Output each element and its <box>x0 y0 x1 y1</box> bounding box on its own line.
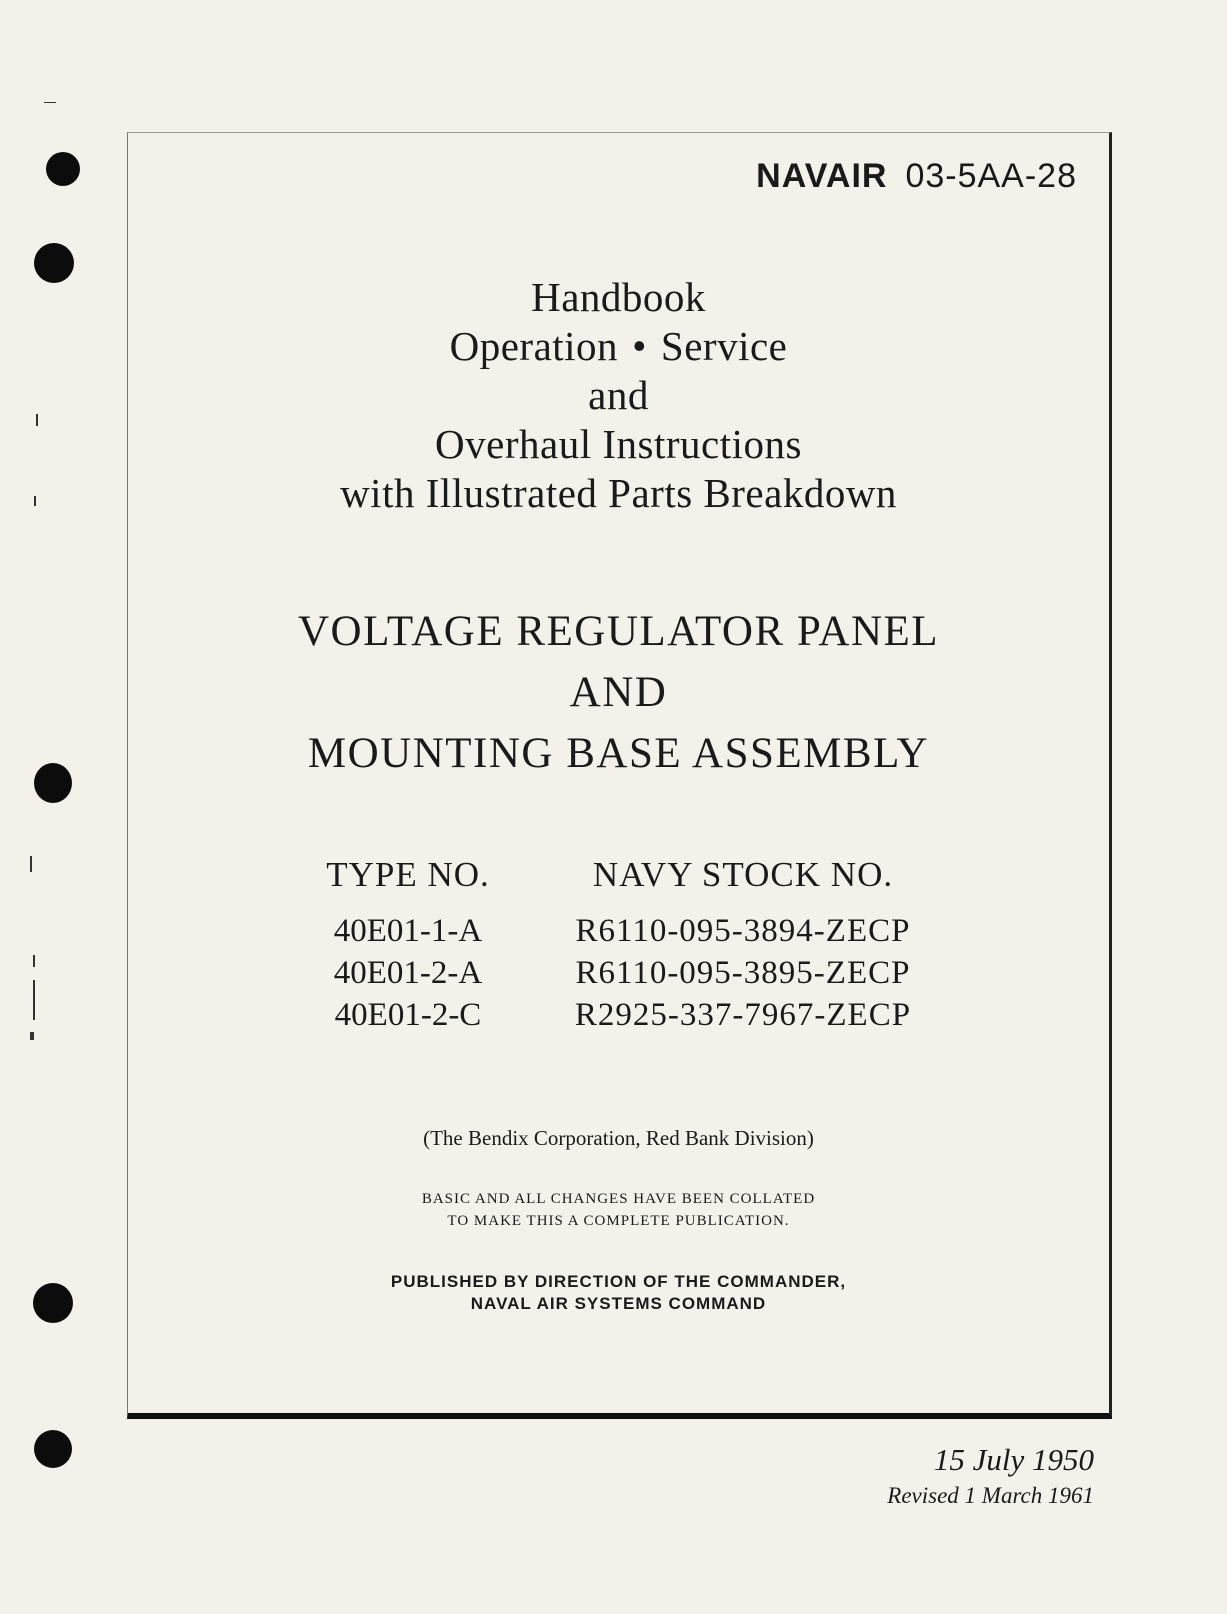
parts-table-header <box>128 855 1109 913</box>
publication-code: 03-5AA-28 <box>905 157 1077 195</box>
scan-speck <box>30 856 32 872</box>
type-number-cell: 40E01-2-C <box>334 997 482 1033</box>
collated-line: TO MAKE THIS A COMPLETE PUBLICATION. <box>447 1213 790 1229</box>
title-line: VOLTAGE REGULATOR PANEL <box>297 608 940 655</box>
publication-series: NAVAIR <box>756 157 888 195</box>
service-label: Service <box>660 323 788 369</box>
stock-number-header: NAVY STOCK NO. <box>592 855 894 894</box>
collated-notice <box>128 1188 1109 1232</box>
collated-line: BASIC AND ALL CHANGES HAVE BEEN COLLATED <box>421 1191 816 1207</box>
scan-speck <box>30 1032 34 1040</box>
title-line: AND <box>569 669 668 716</box>
punch-hole <box>33 1283 73 1323</box>
scan-speck <box>44 102 56 103</box>
publisher-line: PUBLISHED BY DIRECTION OF THE COMMANDER, <box>390 1272 847 1291</box>
manufacturer-note: (The Bendix Corporation, Red Bank Division) <box>423 1126 814 1150</box>
stock-number-cell: R6110-095-3895-ZECP <box>575 955 911 991</box>
type-number-cell: 40E01-1-A <box>333 913 483 949</box>
title-line: MOUNTING BASE ASSEMBLY <box>307 730 930 777</box>
publisher-statement <box>128 1271 1109 1315</box>
table-row <box>128 955 1109 997</box>
parts-table <box>128 855 1109 1039</box>
bullet-separator: • <box>632 323 647 369</box>
original-date: 15 July 1950 <box>933 1442 1094 1477</box>
handbook-line-operation-service <box>128 322 1109 371</box>
document-title <box>128 601 1109 784</box>
table-row <box>128 913 1109 955</box>
stock-number-cell: R6110-095-3894-ZECP <box>575 913 911 949</box>
handbook-line: Handbook <box>531 274 706 320</box>
cover-frame <box>127 132 1112 1419</box>
handbook-line: with Illustrated Parts Breakdown <box>340 470 897 516</box>
scan-speck <box>33 980 35 1020</box>
handbook-description <box>128 273 1109 518</box>
punch-hole <box>46 152 80 186</box>
punch-hole <box>34 763 72 803</box>
scan-speck <box>34 496 36 506</box>
publication-number <box>756 157 1077 196</box>
scan-speck <box>33 955 35 967</box>
scan-speck <box>36 414 38 426</box>
stock-number-cell: R2925-337-7967-ZECP <box>574 997 912 1033</box>
handbook-line: and <box>588 372 649 418</box>
table-row <box>128 997 1109 1039</box>
type-number-header: TYPE NO. <box>326 855 490 894</box>
type-number-cell: 40E01-2-A <box>333 955 483 991</box>
revised-date: Revised 1 March 1961 <box>887 1483 1094 1508</box>
publisher-line: NAVAL AIR SYSTEMS COMMAND <box>470 1294 767 1313</box>
punch-hole <box>34 1430 72 1468</box>
handbook-line: Overhaul Instructions <box>435 421 802 467</box>
publication-dates <box>887 1440 1094 1512</box>
punch-hole <box>34 243 74 283</box>
operation-label: Operation <box>449 323 619 369</box>
